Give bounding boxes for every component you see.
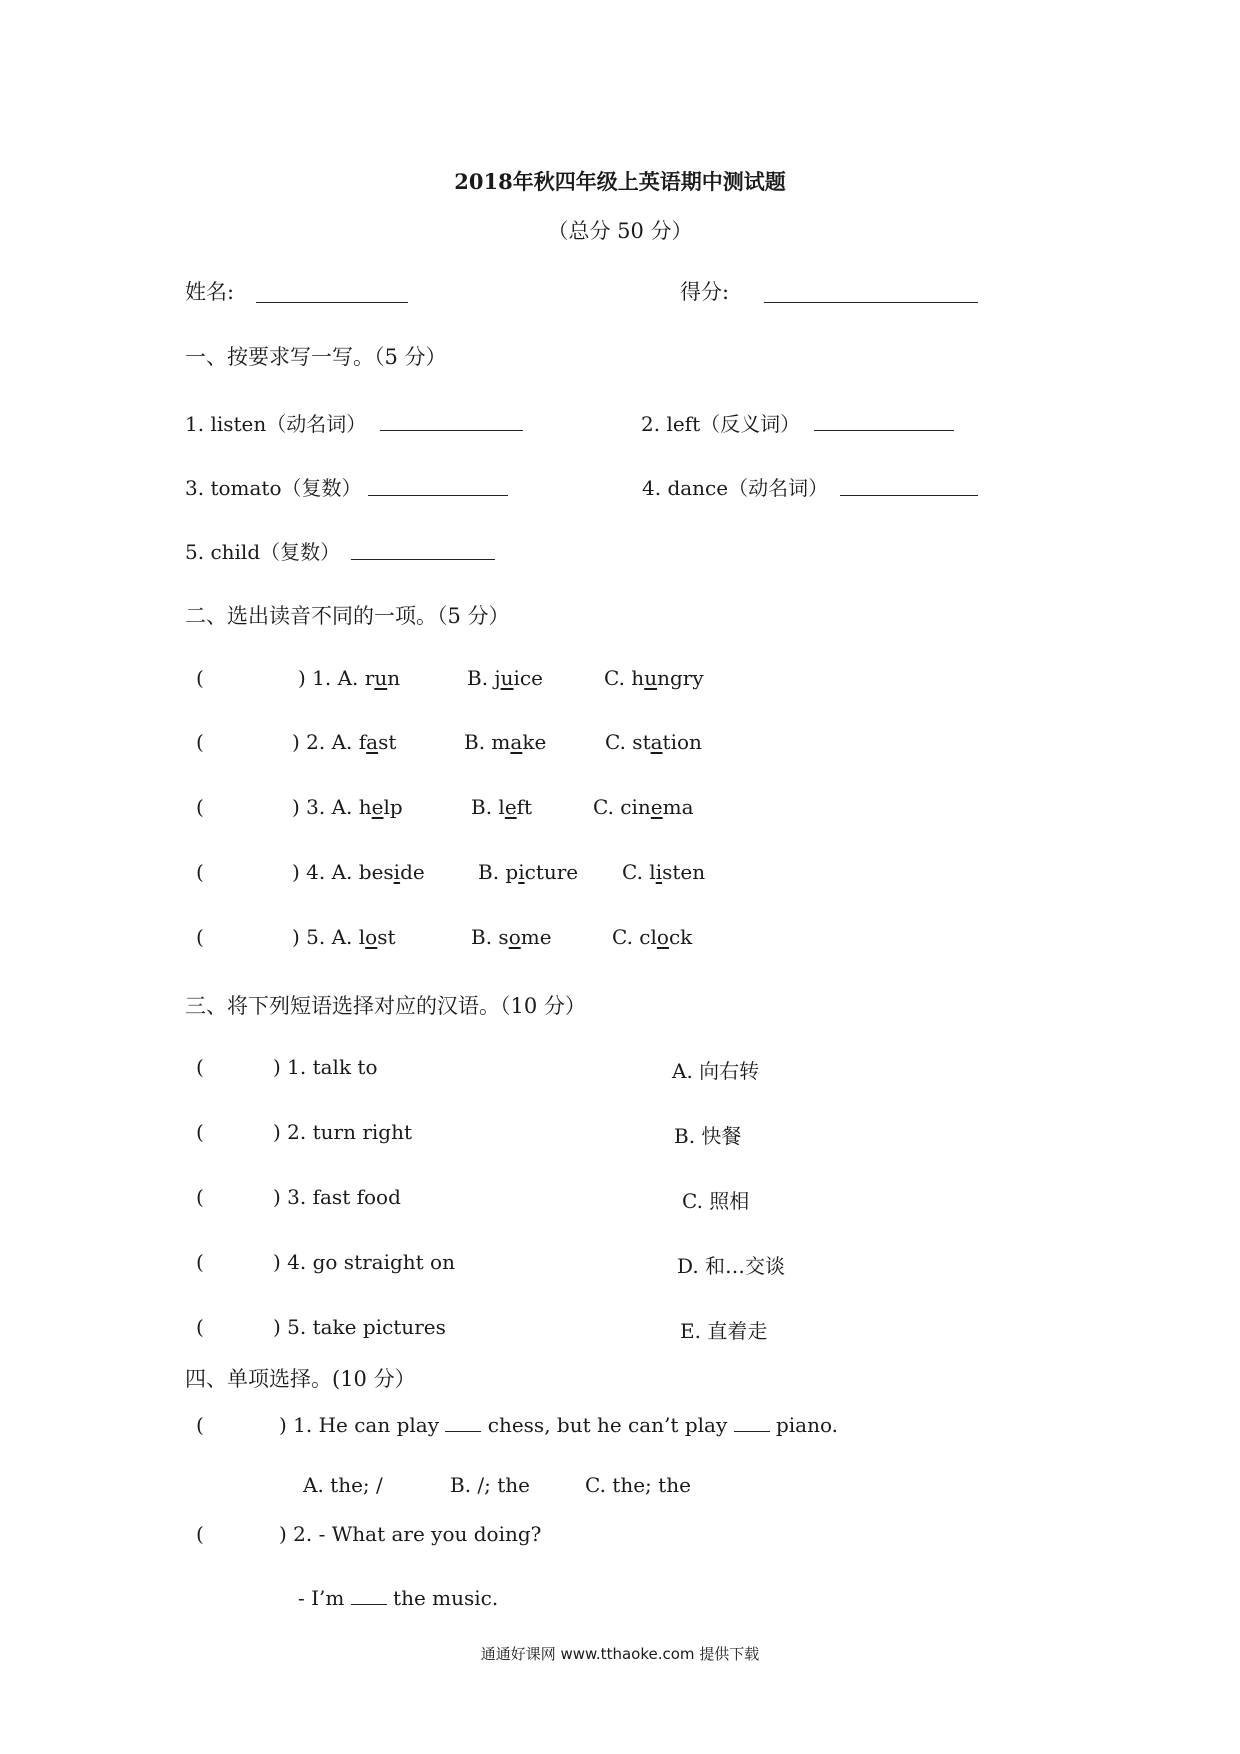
s1-item-4: 4. dance（动名词） — [642, 476, 829, 500]
s3-paren-open-4[interactable]: ( — [196, 1250, 204, 1274]
s2-row-3-num: ) 3. A. help — [292, 795, 403, 819]
s3-left-3: ) 3. fast food — [273, 1185, 401, 1209]
score-label: 得分: — [680, 280, 730, 304]
s3-right-4: D. 和…交谈 — [677, 1254, 786, 1278]
s3-left-1: ) 1. talk to — [273, 1055, 378, 1079]
s4-q2-answer: - I’m the music. — [298, 1586, 499, 1610]
name-blank[interactable] — [256, 302, 408, 303]
s2-row-2-c: C. station — [605, 730, 702, 754]
s2-row-1-c: C. hungry — [604, 666, 704, 690]
s2-row-4-b: B. picture — [478, 860, 579, 884]
s4-q1-option-b: B. /; the — [450, 1473, 530, 1497]
section3-heading: 三、将下列短语选择对应的汉语。（10 分） — [185, 994, 586, 1018]
s2-row-4-num: ) 4. A. beside — [292, 860, 425, 884]
footer-watermark: 通通好课网 www.tthaoke.com 提供下载 — [480, 1645, 760, 1663]
s1-item-5: 5. child（复数） — [185, 540, 341, 564]
s1-item-1: 1. listen（动名词） — [185, 412, 367, 436]
s2-row-1-b: B. juice — [467, 666, 543, 690]
s4-paren-open-2[interactable]: ( — [196, 1522, 204, 1546]
s4-paren-open-1[interactable]: ( — [196, 1413, 204, 1437]
score-blank[interactable] — [764, 302, 978, 303]
s4-q1-option-c: C. the; the — [585, 1473, 691, 1497]
s2-row-4-c: C. listen — [622, 860, 706, 884]
s4-q1-stem: ) 1. He can play chess, but he can’t play piano. — [279, 1413, 839, 1437]
s2-paren-open-1[interactable]: ( — [196, 666, 204, 690]
s2-paren-open-4[interactable]: ( — [196, 860, 204, 884]
s2-row-2-num: ) 2. A. fast — [292, 730, 397, 754]
s1-blank-2[interactable] — [814, 430, 954, 431]
s3-paren-open-3[interactable]: ( — [196, 1185, 204, 1209]
s3-paren-open-2[interactable]: ( — [196, 1120, 204, 1144]
section1-heading: 一、按要求写一写。（5 分） — [185, 345, 447, 369]
s3-paren-open-5[interactable]: ( — [196, 1315, 204, 1339]
s1-item-3: 3. tomato（复数） — [185, 476, 362, 500]
s1-blank-1[interactable] — [380, 430, 523, 431]
s3-right-1: A. 向右转 — [672, 1059, 760, 1083]
s3-left-5: ) 5. take pictures — [273, 1315, 446, 1339]
name-label: 姓名: — [185, 280, 235, 304]
s3-paren-open-1[interactable]: ( — [196, 1055, 204, 1079]
s2-paren-open-2[interactable]: ( — [196, 730, 204, 754]
s1-item-2: 2. left（反义词） — [641, 412, 801, 436]
s3-left-4: ) 4. go straight on — [273, 1250, 455, 1274]
s3-right-5: E. 直着走 — [680, 1319, 768, 1343]
s1-blank-5[interactable] — [351, 559, 495, 560]
s2-row-3-c: C. cinema — [593, 795, 694, 819]
s2-paren-open-3[interactable]: ( — [196, 795, 204, 819]
s4-q1-option-a: A. the; / — [303, 1473, 383, 1497]
s2-row-5-num: ) 5. A. lost — [292, 925, 396, 949]
s3-left-2: ) 2. turn right — [273, 1120, 412, 1144]
section4-heading: 四、单项选择。(10 分） — [185, 1367, 416, 1391]
s3-right-2: B. 快餐 — [674, 1124, 742, 1148]
s3-right-3: C. 照相 — [682, 1189, 750, 1213]
s4-q2-blank[interactable] — [351, 1603, 387, 1605]
s2-row-1-num: ) 1. A. run — [298, 666, 401, 690]
s4-q1-blank-2[interactable] — [734, 1430, 770, 1432]
page-title: 2018年秋四年级上英语期中测试题 — [454, 169, 786, 194]
s2-row-2-b: B. make — [464, 730, 547, 754]
s2-paren-open-5[interactable]: ( — [196, 925, 204, 949]
s1-blank-3[interactable] — [368, 495, 508, 496]
s2-row-5-b: B. some — [471, 925, 552, 949]
page-subtitle: （总分 50 分） — [547, 219, 693, 243]
section2-heading: 二、选出读音不同的一项。（5 分） — [185, 604, 510, 628]
s2-row-5-c: C. clock — [612, 925, 693, 949]
s4-q1-blank-1[interactable] — [445, 1430, 481, 1432]
s1-blank-4[interactable] — [840, 495, 978, 496]
s2-row-3-b: B. left — [471, 795, 533, 819]
s4-q2-stem: ) 2. - What are you doing? — [279, 1522, 542, 1546]
